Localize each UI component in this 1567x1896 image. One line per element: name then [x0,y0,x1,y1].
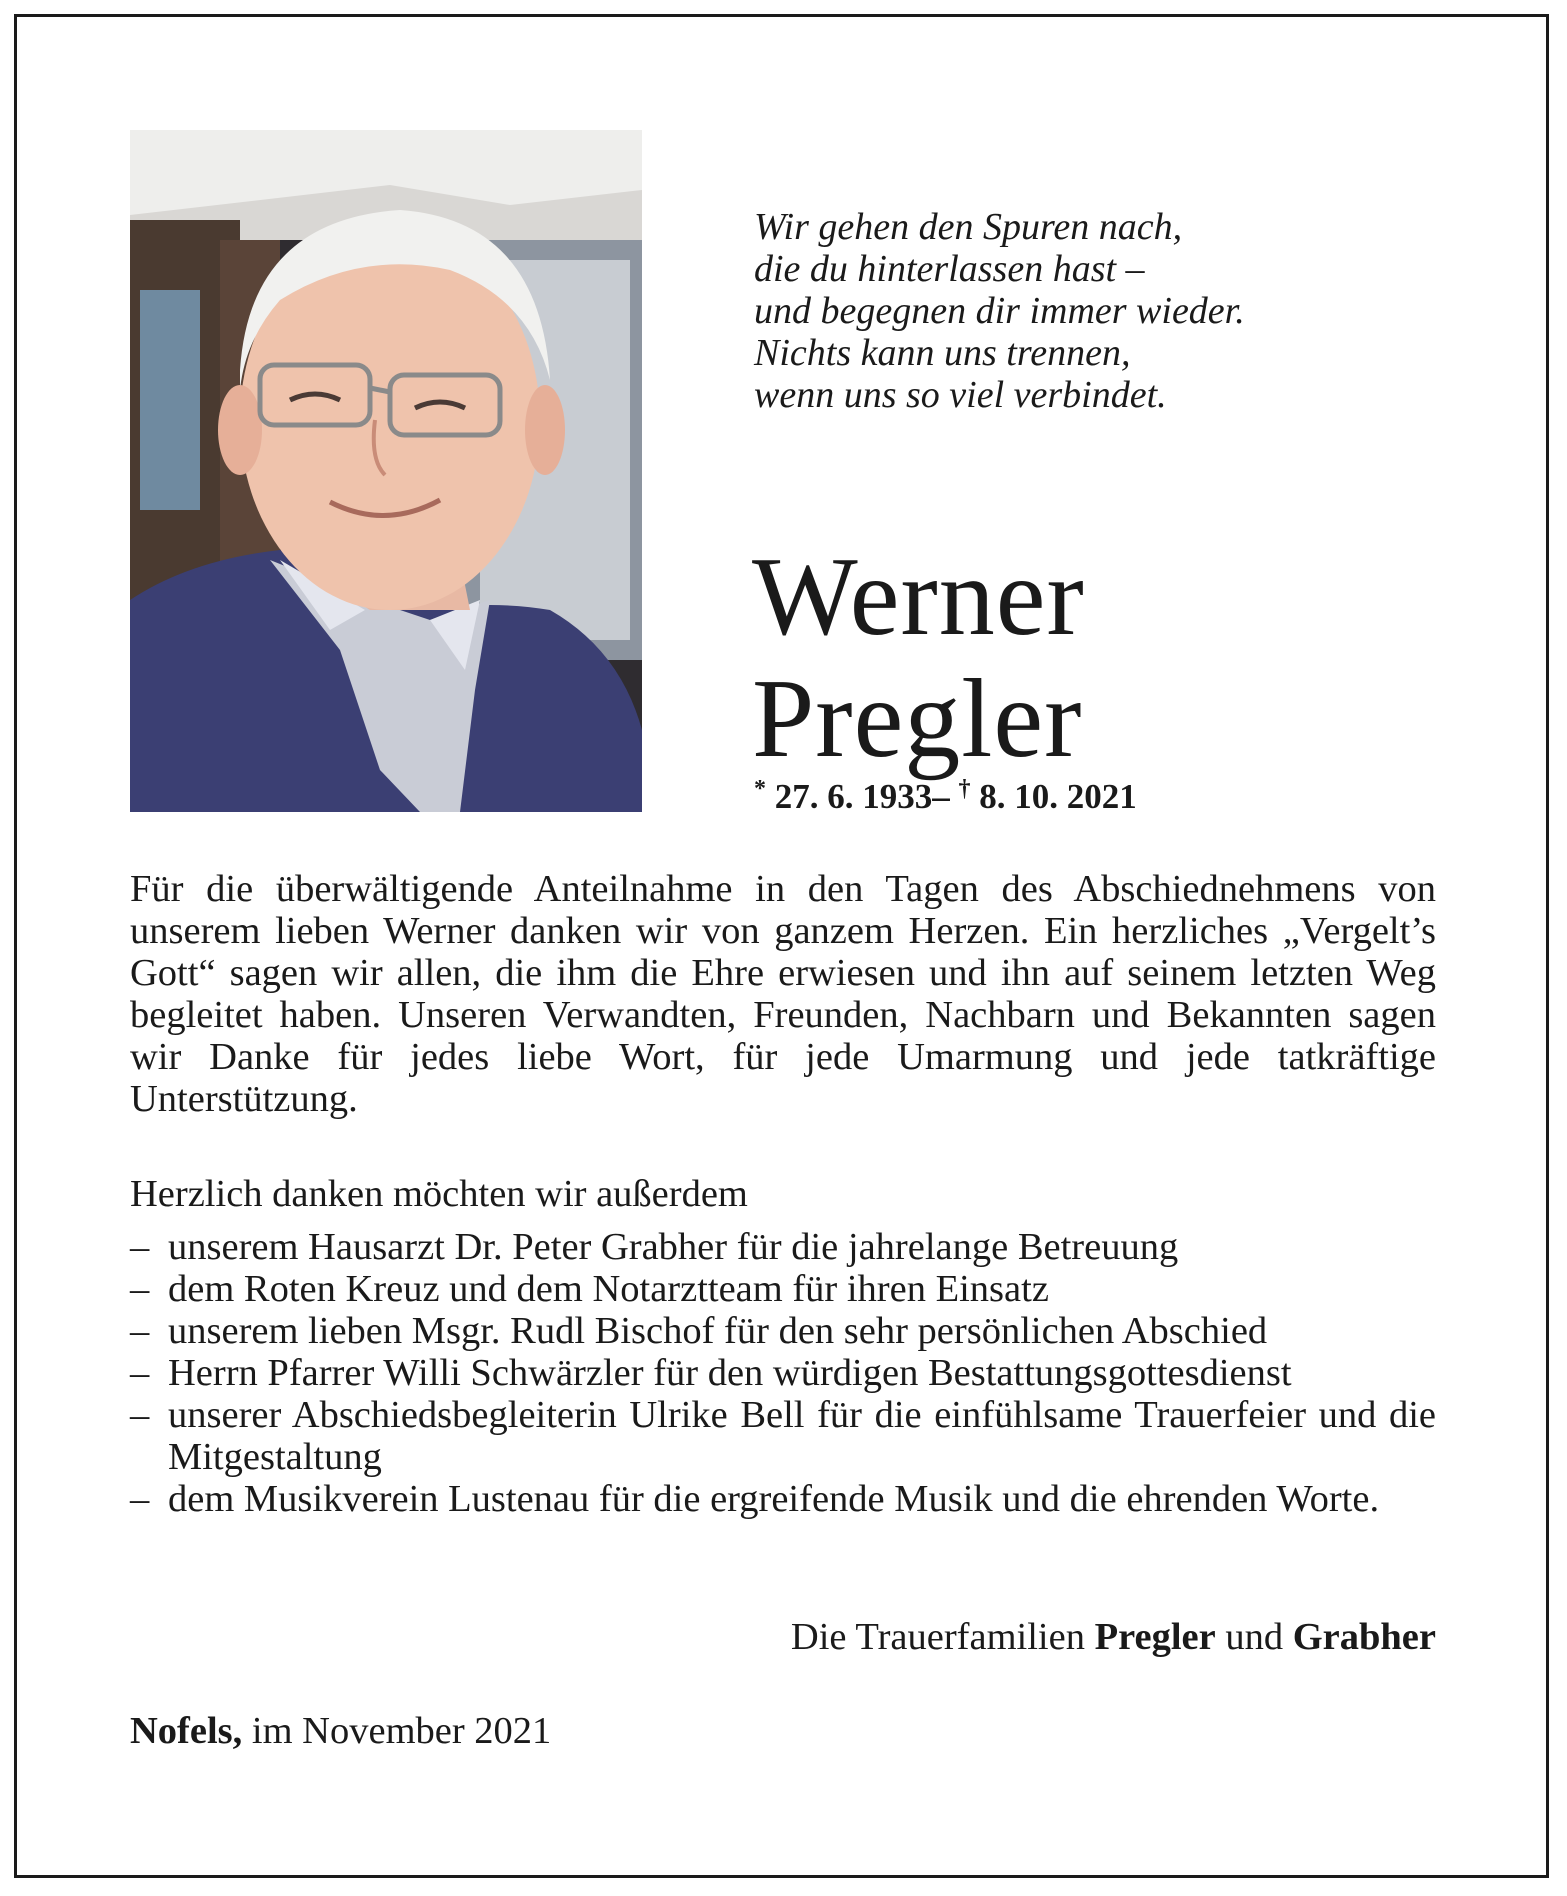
thank-you-paragraph: Für die überwältigende Anteilnahme in den Tagen des Abschiednehmens von unserem lieben Werner danken wir von ganzem Herzen. Ein herzliches „Vergelt’s Gott“ sagen wir allen, die ihm die Ehre erwiesen und ihn auf seinem letzten Weg begleitet haben. Unseren Verwandten, Freunden, Nachbarn und Bekannten sagen wir Danke für jedes liebe Wort, für jede Umarmung und jede tatkräftige Unterstützung. [130,868,1436,1120]
poem-line: Nichts kann uns trennen, [754,332,1131,374]
list-item: – Herrn Pfarrer Willi Schwärzler für den würdigen Bestattungsgottesdienst [130,1352,1292,1394]
place-name: Nofels, [130,1710,243,1752]
signoff-conjunction: und [1225,1616,1284,1658]
family-name-1: Pregler [1094,1616,1216,1658]
issue-date: im November 2021 [251,1710,552,1752]
death-symbol: † [958,776,971,802]
deceased-name [752,536,1452,780]
birth-date: 27. 6. 1933 [774,777,933,816]
death-date: 8. 10. 2021 [979,777,1137,816]
poem-line: und begegnen dir immer wieder. [754,290,1245,332]
last-name: Pregler [752,657,1083,781]
list-item: – unserem lieben Msgr. Rudl Bischof für den sehr persönlichen Abschied [130,1310,1268,1352]
family-name-2: Grabher [1292,1616,1436,1658]
place-and-date [130,1710,551,1752]
poem-line: die du hinterlassen hast – [754,248,1145,290]
first-name: Werner [752,535,1085,659]
poem-line: wenn uns so viel verbindet. [754,374,1167,416]
life-dates [754,776,1137,817]
poem-line: Wir gehen den Spuren nach, [754,206,1183,248]
portrait-photo [130,130,642,812]
family-signoff [791,1616,1436,1658]
list-item: – unserem Hausarzt Dr. Peter Grabher für die jahrelange Betreuung [130,1226,1179,1268]
date-dash: – [932,777,950,816]
memorial-poem [754,206,1394,416]
birth-symbol: * [754,776,766,802]
list-item: – dem Roten Kreuz und dem Notarztteam für ihren Einsatz [130,1268,1049,1310]
list-item: – unserer Abschiedsbegleiterin Ulrike Bell für die einfühlsame Trauerfeier und die Mitgestaltung [130,1394,1436,1478]
signoff-prefix: Die Trauerfamilien [790,1616,1085,1658]
list-item: – dem Musikverein Lustenau für die ergreifende Musik und die ehrenden Worte. [130,1478,1380,1520]
thanks-list [130,1226,1436,1520]
thanks-intro: Herzlich danken möchten wir außerdem [130,1173,748,1215]
